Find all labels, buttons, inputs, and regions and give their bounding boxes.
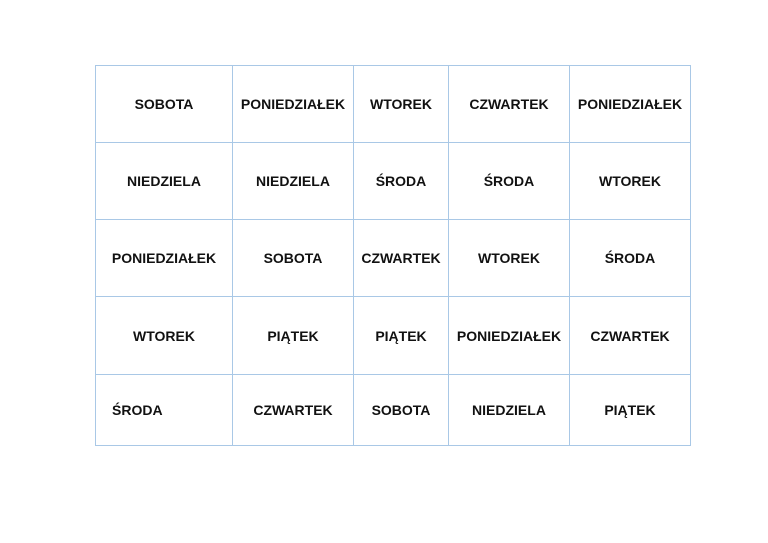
grid-cell: PONIEDZIAŁEK	[449, 297, 570, 375]
grid-cell: WTOREK	[354, 66, 449, 143]
grid-cell: PONIEDZIAŁEK	[570, 66, 691, 143]
grid-cell: CZWARTEK	[354, 220, 449, 297]
grid-cell: NIEDZIELA	[449, 375, 570, 446]
grid-cell: WTOREK	[449, 220, 570, 297]
grid-cell: ŚRODA	[449, 143, 570, 220]
grid-cell: CZWARTEK	[233, 375, 354, 446]
grid-cell: NIEDZIELA	[233, 143, 354, 220]
grid-row	[96, 297, 691, 375]
grid-cell: PIĄTEK	[233, 297, 354, 375]
grid-cell: ŚRODA	[570, 220, 691, 297]
grid-cell: ŚRODA	[354, 143, 449, 220]
grid-cell: PIĄTEK	[570, 375, 691, 446]
grid-cell: PONIEDZIAŁEK	[96, 220, 233, 297]
weekday-grid	[95, 65, 691, 446]
grid-row	[96, 143, 691, 220]
grid-cell: SOBOTA	[233, 220, 354, 297]
grid-cell: ŚRODA	[96, 375, 233, 446]
grid-cell: SOBOTA	[354, 375, 449, 446]
grid-cell: CZWARTEK	[449, 66, 570, 143]
grid-cell: NIEDZIELA	[96, 143, 233, 220]
grid-row	[96, 375, 691, 446]
grid-cell: PIĄTEK	[354, 297, 449, 375]
grid-row	[96, 66, 691, 143]
grid-row	[96, 220, 691, 297]
grid-cell: CZWARTEK	[570, 297, 691, 375]
grid-cell: PONIEDZIAŁEK	[233, 66, 354, 143]
grid-cell: SOBOTA	[96, 66, 233, 143]
grid-cell: WTOREK	[96, 297, 233, 375]
grid-cell: WTOREK	[570, 143, 691, 220]
